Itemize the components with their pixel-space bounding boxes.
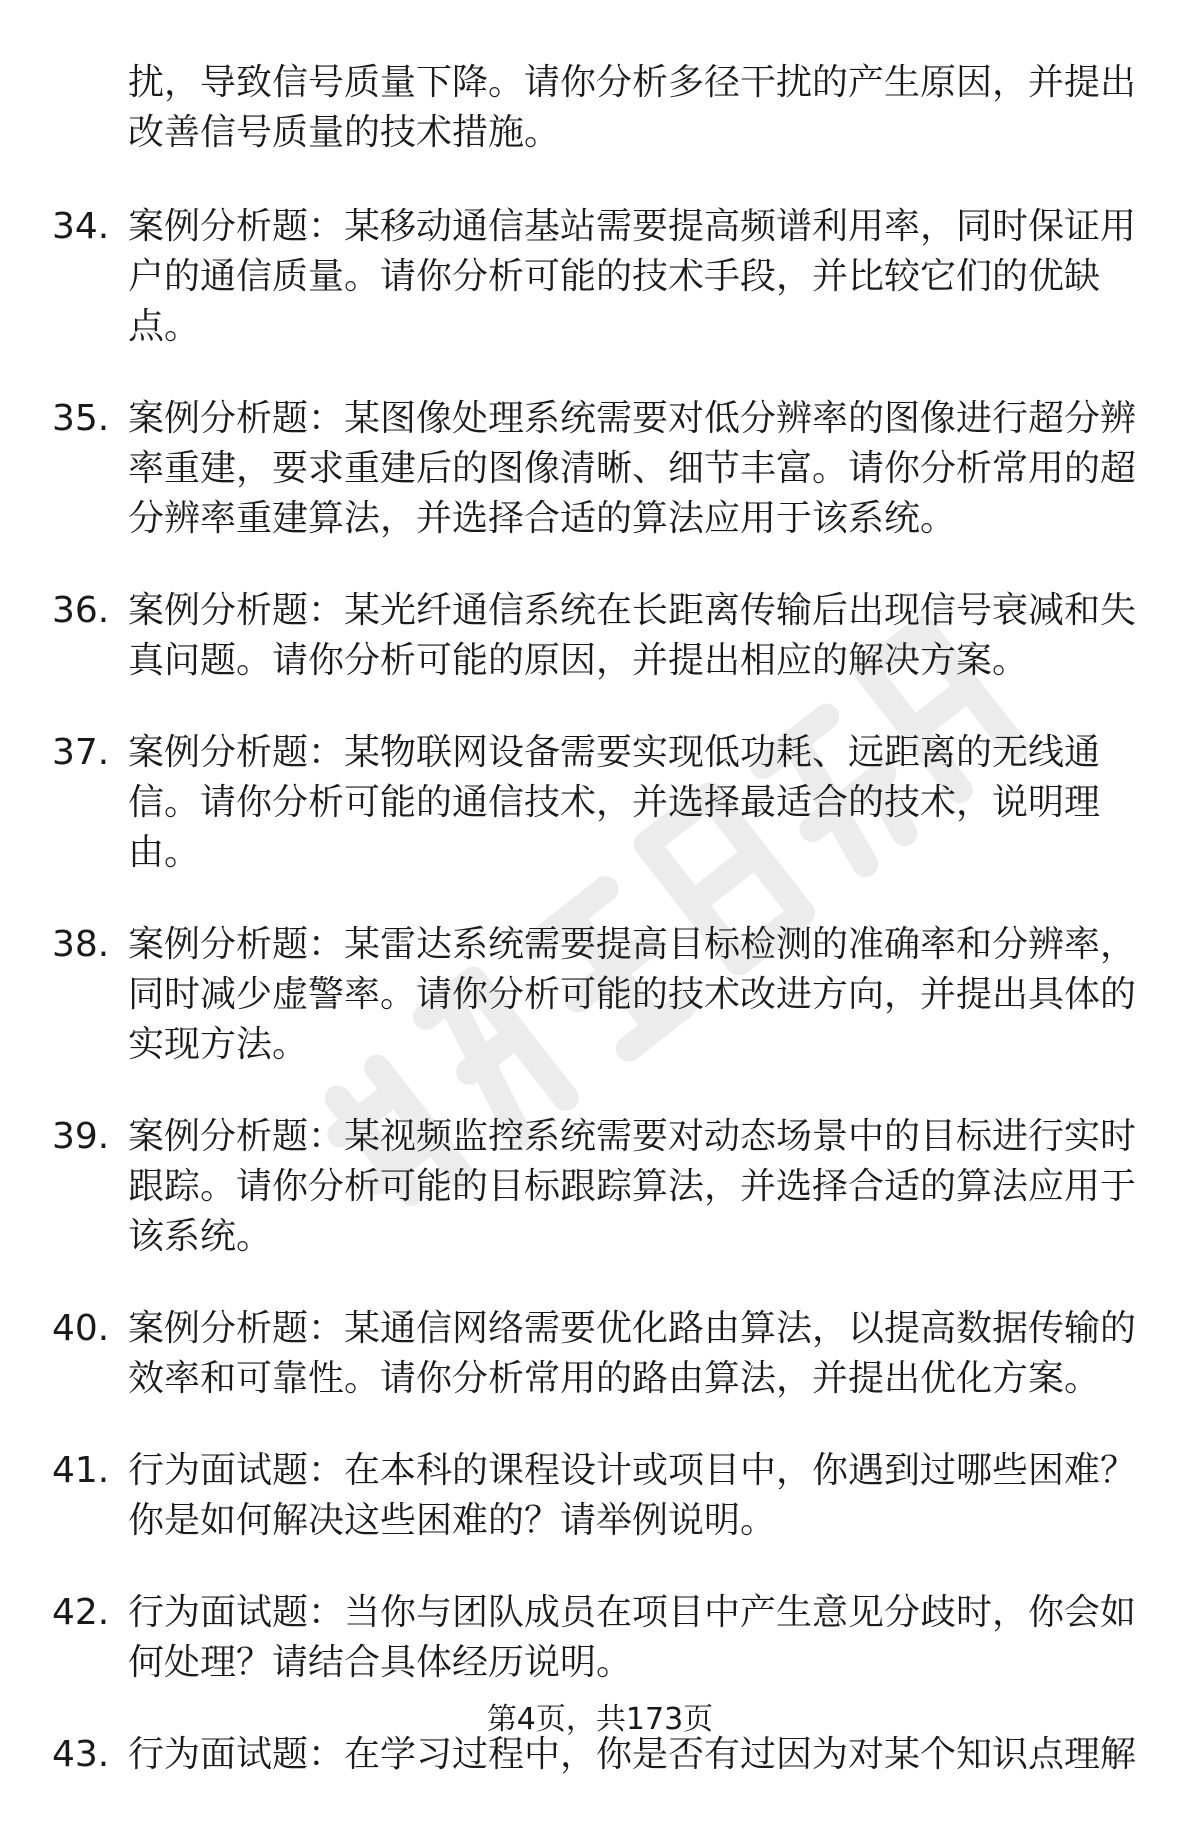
question-text: 行为面试题：在本科的课程设计或项目中，你遇到过哪些困难？你是如何解决这些困难的？请举例说明。 [128, 1450, 1137, 1541]
question-number: 34. [52, 206, 110, 247]
question-text: 案例分析题：某移动通信基站需要提高频谱利用率，同时保证用户的通信质量。请你分析可能的技术手段，并比较它们的优缺点。 [128, 206, 1137, 347]
question-item [52, 394, 1152, 544]
question-number: 37. [52, 732, 110, 773]
question-item [52, 920, 1152, 1070]
question-text: 案例分析题：某物联网设备需要实现低功耗、远距离的无线通信。请你分析可能的通信技术，并选择最适合的技术，说明理由。 [128, 732, 1101, 873]
question-number: 35. [52, 398, 110, 439]
question-item [52, 202, 1152, 352]
question-item [52, 1588, 1152, 1688]
question-number: 40. [52, 1308, 110, 1349]
question-number: 38. [52, 924, 110, 965]
question-number: 36. [52, 590, 110, 631]
question-item [52, 1112, 1152, 1262]
question-item [52, 1304, 1152, 1404]
question-text: 案例分析题：某雷达系统需要提高目标检测的准确率和分辨率，同时减少虚警率。请你分析可能的技术改进方向，并提出具体的实现方法。 [128, 924, 1137, 1065]
question-number: 43. [52, 1734, 110, 1775]
question-item [52, 1446, 1152, 1546]
question-text: 案例分析题：某通信网络需要优化路由算法，以提高数据传输的效率和可靠性。请你分析常用的路由算法，并提出优化方案。 [128, 1308, 1137, 1399]
question-text: 案例分析题：某视频监控系统需要对动态场景中的目标进行实时跟踪。请你分析可能的目标跟踪算法，并选择合适的算法应用于该系统。 [128, 1116, 1137, 1257]
question-text: 行为面试题：在学习过程中，你是否有过因为对某个知识点理解 [128, 1734, 1137, 1775]
question-item [52, 728, 1152, 878]
question-item [52, 586, 1152, 686]
continued-paragraph: 扰，导致信号质量下降。请你分析多径干扰的产生原因，并提出改善信号质量的技术措施。 [128, 62, 1137, 153]
question-text: 案例分析题：某图像处理系统需要对低分辨率的图像进行超分辨率重建，要求重建后的图像清晰、细节丰富。请你分析常用的超分辨率重建算法，并选择合适的算法应用于该系统。 [128, 398, 1137, 539]
question-number: 42. [52, 1592, 110, 1633]
question-number: 41. [52, 1450, 110, 1491]
question-text: 行为面试题：当你与团队成员在项目中产生意见分歧时，你会如何处理？请结合具体经历说明。 [128, 1592, 1137, 1683]
page-footer: 第4页，共173页 [486, 1702, 714, 1737]
document-body [52, 58, 1152, 1822]
question-number: 39. [52, 1116, 110, 1157]
question-text: 案例分析题：某光纤通信系统在长距离传输后出现信号衰减和失真问题。请你分析可能的原因，并提出相应的解决方案。 [128, 590, 1137, 681]
